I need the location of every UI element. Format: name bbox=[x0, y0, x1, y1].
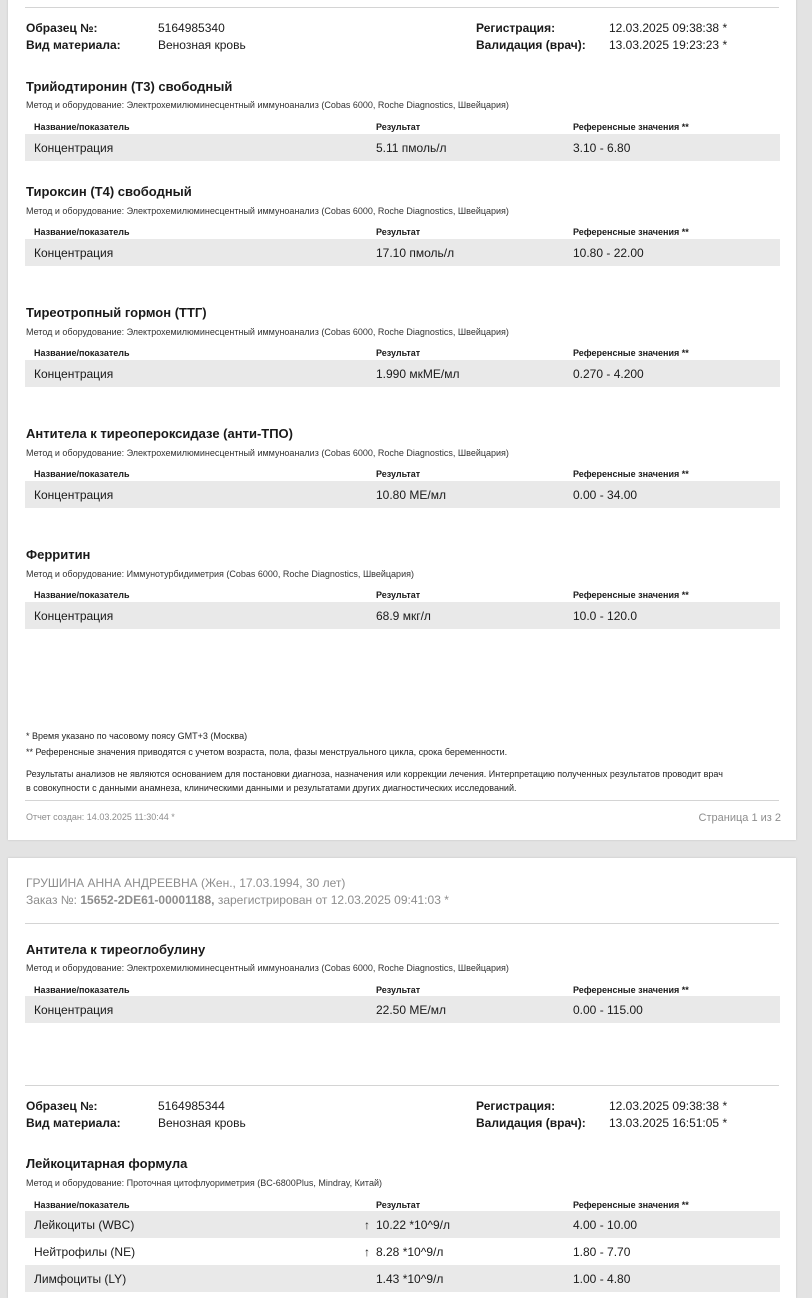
table-row bbox=[25, 481, 780, 508]
order-suffix: зарегистрирован от 12.03.2025 09:41:03 * bbox=[214, 893, 449, 907]
validation-label: Валидация (врач): bbox=[476, 38, 586, 52]
header-reference: Референсные значения ** bbox=[573, 985, 689, 995]
cell-name: Нейтрофилы (NE) bbox=[34, 1245, 136, 1259]
divider bbox=[25, 800, 779, 801]
material-value: Венозная кровь bbox=[158, 38, 246, 52]
cell-result: 1.990 мкМЕ/мл bbox=[376, 367, 460, 381]
validation-label: Валидация (врач): bbox=[476, 1116, 586, 1130]
validation-value: 13.03.2025 19:23:23 * bbox=[609, 38, 728, 52]
registration-value: 12.03.2025 09:38:38 * bbox=[609, 21, 728, 35]
cell-name: Концентрация bbox=[34, 367, 114, 381]
cell-reference: 1.80 - 7.70 bbox=[573, 1245, 631, 1259]
header-name: Название/показатель bbox=[34, 985, 130, 995]
table-row bbox=[25, 360, 780, 387]
cell-result: 17.10 пмоль/л bbox=[376, 246, 455, 260]
sample-number-value: 5164985344 bbox=[158, 1099, 225, 1113]
section-title: Антитела к тиреоглобулину bbox=[26, 942, 206, 957]
divider bbox=[25, 923, 779, 924]
table-row bbox=[25, 996, 780, 1023]
header-result: Результат bbox=[376, 1200, 421, 1210]
cell-reference: 0.270 - 4.200 bbox=[573, 367, 644, 381]
header-result: Результат bbox=[376, 348, 421, 358]
cell-name: Лимфоциты (LY) bbox=[34, 1272, 127, 1286]
header-name: Название/показатель bbox=[34, 469, 130, 479]
sample-number-value: 5164985340 bbox=[158, 21, 225, 35]
header-result: Результат bbox=[376, 590, 421, 600]
header-name: Название/показатель bbox=[34, 1200, 130, 1210]
header-reference: Референсные значения ** bbox=[573, 227, 689, 237]
table-row bbox=[25, 602, 780, 629]
section-title: Трийодтиронин (Т3) свободный bbox=[26, 79, 233, 94]
cell-name: Концентрация bbox=[34, 246, 114, 260]
report-page-1 bbox=[8, 0, 796, 840]
cell-result: 22.50 МЕ/мл bbox=[376, 1003, 446, 1017]
sample-number-label: Образец №: bbox=[26, 21, 98, 35]
validation-value: 13.03.2025 16:51:05 * bbox=[609, 1116, 728, 1130]
table-row bbox=[25, 1211, 780, 1238]
section-title: Тиреотропный гормон (ТТГ) bbox=[26, 305, 207, 320]
cell-result: 8.28 *10^9/л bbox=[376, 1245, 444, 1259]
arrow-up-icon: ↑ bbox=[364, 1245, 370, 1259]
disclaimer-line-1: Результаты анализов не являются основанием для постановки диагноза, назначения или коррекции лечения. Интерпретацию полученных результатов проводит врач bbox=[26, 769, 723, 779]
divider bbox=[25, 1085, 779, 1086]
patient-info: ГРУШИНА АННА АНДРЕЕВНА (Жен., 17.03.1994, 30 лет) bbox=[26, 876, 346, 890]
cell-reference: 0.00 - 115.00 bbox=[573, 1003, 643, 1017]
header-name: Название/показатель bbox=[34, 227, 130, 237]
table-row bbox=[25, 1265, 780, 1292]
table-row bbox=[25, 134, 780, 161]
cell-reference: 10.80 - 22.00 bbox=[573, 246, 644, 260]
cell-result: 10.22 *10^9/л bbox=[376, 1218, 451, 1232]
section-method: Метод и оборудование: Иммунотурбидиметрия (Cobas 6000, Roche Diagnostics, Швейцария) bbox=[26, 569, 414, 579]
cell-result: 10.80 МЕ/мл bbox=[376, 488, 446, 502]
header-reference: Референсные значения ** bbox=[573, 1200, 689, 1210]
table-row bbox=[25, 239, 780, 266]
section-method: Метод и оборудование: Электрохемилюминесцентный иммуноанализ (Cobas 6000, Roche Diagnostics, Швейцария) bbox=[26, 327, 509, 337]
header-reference: Референсные значения ** bbox=[573, 122, 689, 132]
section-method: Метод и оборудование: Электрохемилюминесцентный иммуноанализ (Cobas 6000, Roche Diagnostics, Швейцария) bbox=[26, 963, 509, 973]
cell-name: Концентрация bbox=[34, 141, 114, 155]
report-created: Отчет создан: 14.03.2025 11:30:44 * bbox=[26, 812, 175, 822]
cell-reference: 10.0 - 120.0 bbox=[573, 609, 638, 623]
footnote-time-zone: * Время указано по часовому поясу GMT+3 (Москва) bbox=[26, 731, 248, 741]
disclaimer-line-2: в совокупности с данными анамнеза, клиническими данными и результатами других диагностических исследований. bbox=[26, 783, 517, 793]
header-result: Результат bbox=[376, 227, 421, 237]
header-name: Название/показатель bbox=[34, 122, 130, 132]
cell-reference: 3.10 - 6.80 bbox=[573, 141, 631, 155]
section-method: Метод и оборудование: Электрохемилюминесцентный иммуноанализ (Cobas 6000, Roche Diagnostics, Швейцария) bbox=[26, 100, 509, 110]
cell-name: Лейкоциты (WBC) bbox=[34, 1218, 135, 1232]
cell-reference: 1.00 - 4.80 bbox=[573, 1272, 631, 1286]
header-reference: Референсные значения ** bbox=[573, 348, 689, 358]
section-title: Ферритин bbox=[26, 547, 91, 562]
cell-result: 5.11 пмоль/л bbox=[376, 141, 447, 155]
header-result: Результат bbox=[376, 122, 421, 132]
section-method: Метод и оборудование: Электрохемилюминесцентный иммуноанализ (Cobas 6000, Roche Diagnostics, Швейцария) bbox=[26, 206, 509, 216]
cell-result: 1.43 *10^9/л bbox=[376, 1272, 444, 1286]
material-label: Вид материала: bbox=[26, 1116, 121, 1130]
arrow-up-icon: ↑ bbox=[364, 1218, 370, 1232]
header-name: Название/показатель bbox=[34, 348, 130, 358]
header-result: Результат bbox=[376, 985, 421, 995]
header-reference: Референсные значения ** bbox=[573, 590, 689, 600]
sample-number-label: Образец №: bbox=[26, 1099, 98, 1113]
section-title: Тироксин (Т4) свободный bbox=[26, 184, 192, 199]
cell-reference: 4.00 - 10.00 bbox=[573, 1218, 638, 1232]
material-value: Венозная кровь bbox=[158, 1116, 246, 1130]
material-label: Вид материала: bbox=[26, 38, 121, 52]
header-name: Название/показатель bbox=[34, 590, 130, 600]
footnote-reference: ** Референсные значения приводятся с учетом возраста, пола, фазы менструального цикла, срока беременности. bbox=[26, 747, 508, 757]
order-info bbox=[26, 893, 449, 907]
cell-name: Концентрация bbox=[34, 609, 114, 623]
cell-result: 68.9 мкг/л bbox=[376, 609, 431, 623]
order-number: 15652-2DE61-00001188, bbox=[80, 893, 215, 907]
cell-reference: 0.00 - 34.00 bbox=[573, 488, 638, 502]
cell-name: Концентрация bbox=[34, 1003, 114, 1017]
order-prefix: Заказ №: bbox=[26, 893, 81, 907]
page-number: Страница 1 из 2 bbox=[698, 812, 781, 824]
header-result: Результат bbox=[376, 469, 421, 479]
registration-value: 12.03.2025 09:38:38 * bbox=[609, 1099, 728, 1113]
header-reference: Референсные значения ** bbox=[573, 469, 689, 479]
registration-label: Регистрация: bbox=[476, 1099, 556, 1113]
table-row bbox=[25, 1238, 780, 1265]
cell-name: Концентрация bbox=[34, 488, 114, 502]
section-title: Антитела к тиреопероксидазе (анти-ТПО) bbox=[26, 426, 294, 441]
section-method: Метод и оборудование: Проточная цитофлуориметрия (BC-6800Plus, Mindray, Китай) bbox=[26, 1178, 382, 1188]
report-page-2 bbox=[8, 858, 796, 1298]
divider bbox=[25, 7, 779, 8]
registration-label: Регистрация: bbox=[476, 21, 556, 35]
section-method: Метод и оборудование: Электрохемилюминесцентный иммуноанализ (Cobas 6000, Roche Diagnostics, Швейцария) bbox=[26, 448, 509, 458]
section-title: Лейкоцитарная формула bbox=[26, 1156, 188, 1171]
